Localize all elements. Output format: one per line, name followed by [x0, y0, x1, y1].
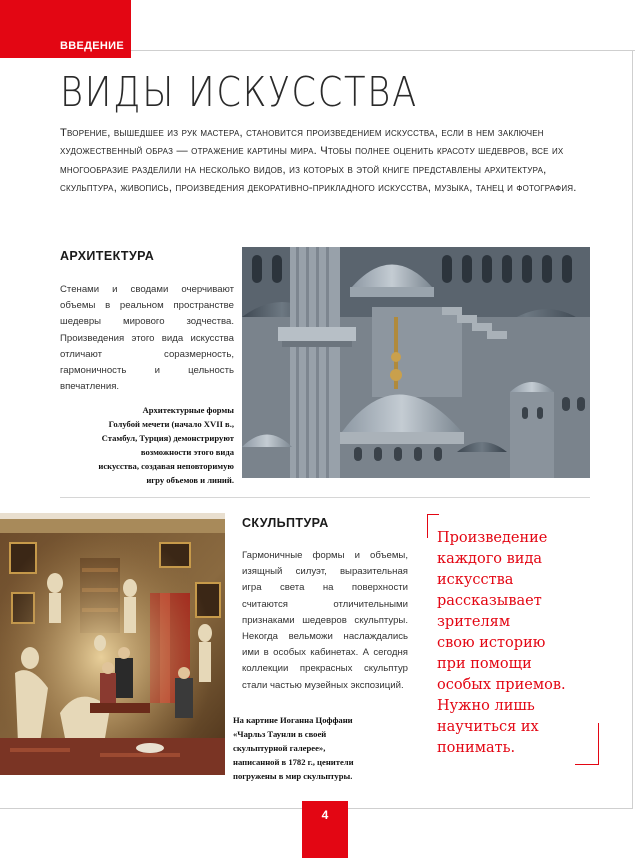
page-number-badge: [302, 801, 348, 858]
quote-text: Произведение каждого вида искусства рассказывает зрителям свою историю при помощи особых приемов. Нужно лишь научиться их понимать.: [437, 530, 566, 756]
right-border-line: [632, 50, 633, 808]
quote-corner-bottom: [575, 764, 599, 765]
top-border-line: [131, 50, 635, 51]
sculpture-body: Гармоничные формы и объемы, изящный силуэт, выразительная игра света на поверхности считаются отличительными признаками шедевров скульптуры. Некогда вельможи наслаждались ими в особых кабинетах. А сегодня коллекции прекрасных скульптур стали частью музейных экспозиций.: [242, 550, 408, 691]
blue-mosque-photo: [242, 247, 590, 478]
zoffany-painting: [0, 513, 225, 775]
section-divider: [60, 497, 590, 498]
sculpture-caption: На картине Иоганна Цоффани «Чарльз Таунли в своей скульптурной галерее», написанной в 1782 г., ценители погружены в мир скульптуры.: [233, 715, 354, 781]
section-tag: [0, 0, 131, 58]
sculpture-heading: СКУЛЬПТУРА: [242, 516, 329, 530]
quote-corner-top: [427, 514, 439, 515]
intro-paragraph: Творение, вышедшее из рук мастера, становится произведением искусства, если в нем заключен художественный образ — отражение картины мира. Чтобы полнее оценить красоту шедевров, все их многообразие разделили на несколько видов, из которых в этой книге представлены архитектура, скульптура, живопись, произведения декоративно-прикладного искусства, музыка, танец и фотография.: [60, 127, 577, 195]
architecture-heading: АРХИТЕКТУРА: [60, 249, 155, 263]
pull-quote: [427, 514, 599, 765]
section-label: ВВЕДЕНИЕ: [60, 40, 124, 52]
page-number: 4: [321, 808, 329, 822]
architecture-caption: Архитектурные формы Голубой мечети (начало XVII в., Стамбул, Турция) демонстрируют возможности этого вида искусства, создавая неповторимую игру объемов и линий.: [98, 405, 234, 485]
architecture-body: Стенами и сводами очерчивают объемы в реальном пространстве шедевры мирового зодчества. Произведения этого вида искусства отличают соразмерность, гармоничность и цельность впечатления.: [60, 284, 234, 393]
quote-corner-left: [427, 514, 428, 538]
page-title: ВИДЫ ИСКУССТВА: [60, 68, 418, 116]
